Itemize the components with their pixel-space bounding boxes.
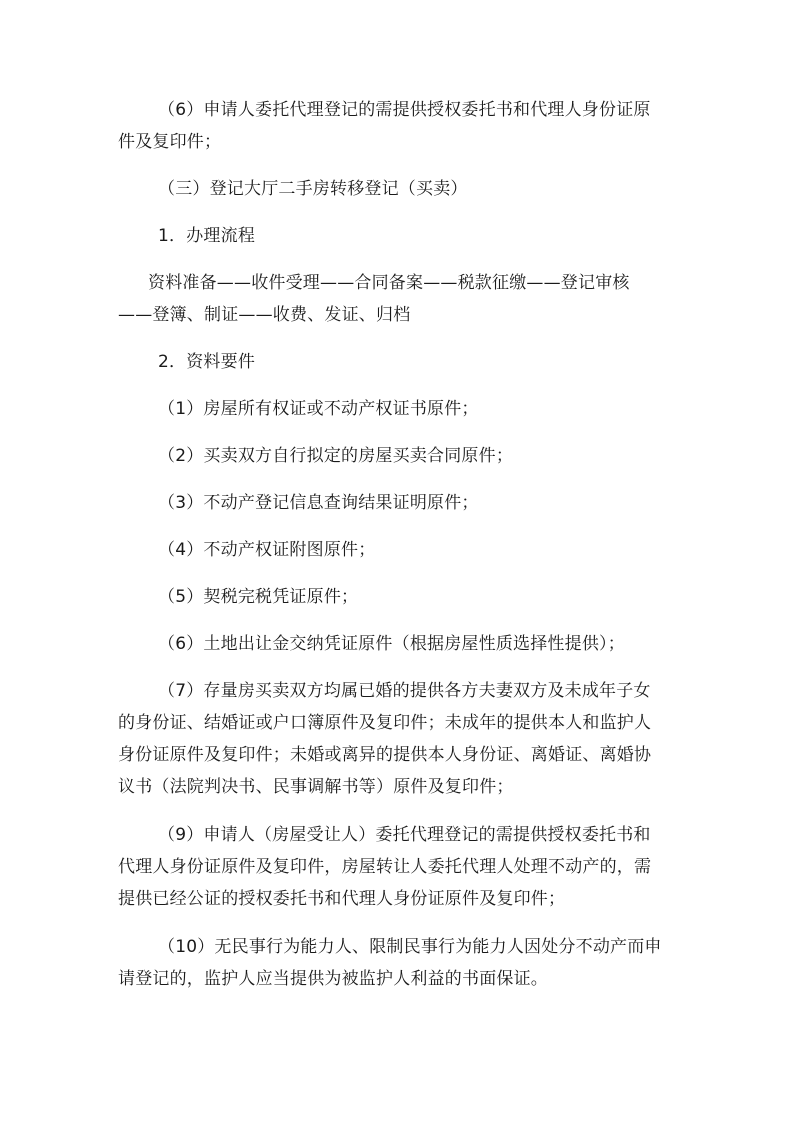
list-item-4: （4）不动产权证附图原件； <box>158 540 376 560</box>
list-item-9: （9）申请人（房屋受让人）委托代理登记的需提供授权委托书和代理人身份证原件及复印件，房屋转让人委托代理人处理不动产的，需提供已经公证的授权委托书和代理人身份证原件及复印件； <box>118 825 652 909</box>
subheading-documents: 2．资料要件 <box>158 352 256 372</box>
list-item-2: （2）买卖双方自行拟定的房屋买卖合同原件； <box>158 446 514 466</box>
list-item-6: （6）土地出让金交纳凭证原件（根据房屋性质选择性提供）； <box>158 634 625 654</box>
section-heading-transfer-registration: （三）登记大厅二手房转移登记（买卖） <box>158 179 468 199</box>
list-item-5: （5）契税完税凭证原件； <box>158 587 359 607</box>
paragraph-process-steps: 资料准备——收件受理——合同备案——税款征缴——登记审核——登簿、制证——收费、发证、归档 <box>118 273 630 325</box>
list-item-7: （7）存量房买卖双方均属已婚的提供各方夫妻双方及未成年子女的身份证、结婚证或户口簿原件及复印件；未成年的提供本人和监护人身份证原件及复印件；未婚或离异的提供本人身份证、离婚证、离婚协议书（法院判决书、民事调解书等）原件及复印件； <box>118 681 652 797</box>
subheading-process: 1．办理流程 <box>158 226 256 246</box>
list-item-1: （1）房屋所有权证或不动产权证书原件； <box>158 399 479 419</box>
paragraph-agent-authorization: （6）申请人委托代理登记的需提供授权委托书和代理人身份证原件及复印件； <box>118 100 651 152</box>
list-item-3: （3）不动产登记信息查询结果证明原件； <box>158 493 479 513</box>
list-item-10: （10）无民事行为能力人、限制民事行为能力人因处分不动产而申请登记的，监护人应当提供为被监护人利益的书面保证。 <box>118 937 662 989</box>
